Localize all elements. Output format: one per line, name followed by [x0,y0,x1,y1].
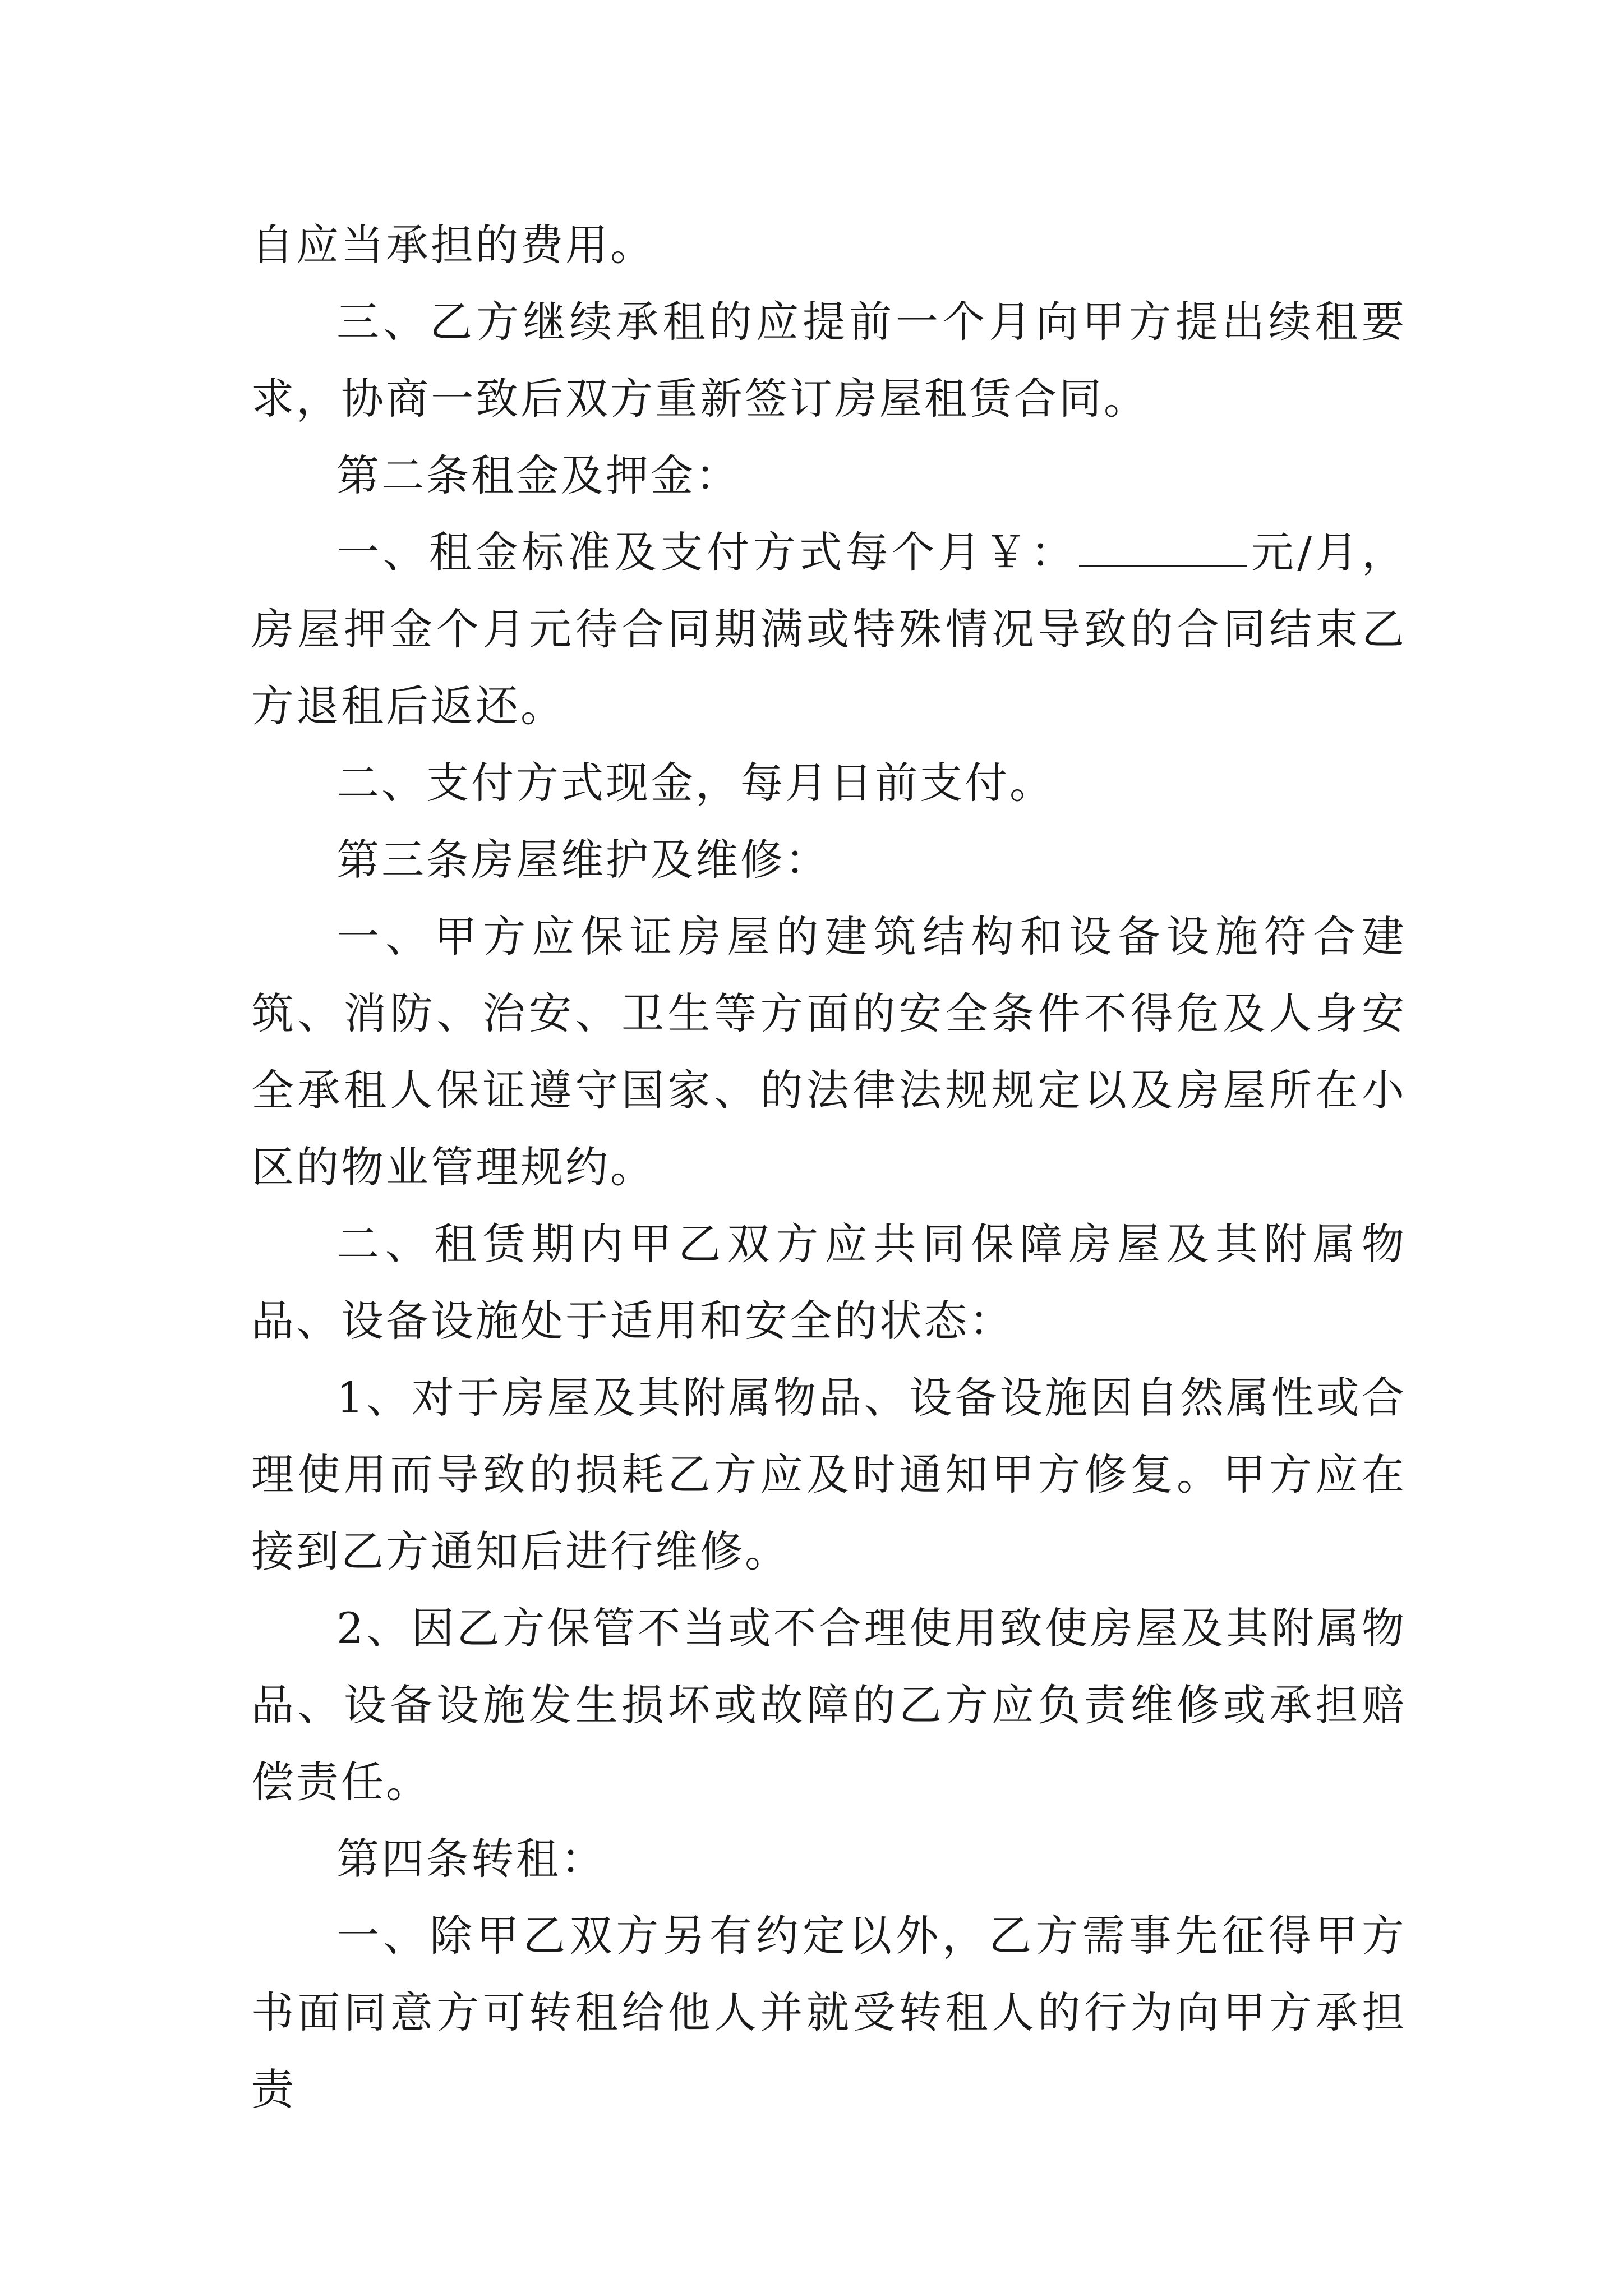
paragraph-renewal: 三、乙方继续承租的应提前一个月向甲方提出续租要求，协商一致后双方重新签订房屋租赁合同。 [251,297,1407,424]
rent-text-before: 一、租金标准及支付方式每个月￥： [336,527,1077,577]
contract-body [251,206,1407,2128]
rent-text-after: 元/月，房屋押金个月元待合同期满或特殊情况导致的合同结束乙方退租后返还。 [251,527,1407,731]
paragraph-joint-maintenance: 二、租赁期内甲乙双方应共同保障房屋及其附属物品、设备设施处于适用和安全的状态： [251,1219,1407,1346]
heading-article-3: 第三条房屋维护及维修： [336,835,830,885]
paragraph-tenant-damage: 2、因乙方保管不当或不合理使用致使房屋及其附属物品、设备设施发生损坏或故障的乙方应负责维修或承担赔偿责任。 [251,1603,1407,1807]
heading-article-2: 第二条租金及押金： [336,450,740,500]
paragraph-payment-method: 二、支付方式现金，每月日前支付。 [336,758,1054,808]
paragraph-fee-continuation: 自应当承担的费用。 [251,220,655,270]
paragraph-rent-standard [251,514,1407,744]
paragraph-landlord-safety: 一、甲方应保证房屋的建筑结构和设备设施符合建筑、消防、治安、卫生等方面的安全条件不得危及人身安全承租人保证遵守国家、的法律法规规定以及房屋所在小区的物业管理规约。 [251,912,1407,1192]
rent-amount-blank [1079,531,1247,567]
paragraph-natural-wear: 1、对于房屋及其附属物品、设备设施因自然属性或合理使用而导致的损耗乙方应及时通知甲方修复。甲方应在接到乙方通知后进行维修。 [251,1373,1407,1576]
heading-article-4: 第四条转租： [336,1834,606,1884]
paragraph-sublease: 一、除甲乙双方另有约定以外，乙方需事先征得甲方书面同意方可转租给他人并就受转租人的行为向甲方承担责 [251,1911,1407,2114]
